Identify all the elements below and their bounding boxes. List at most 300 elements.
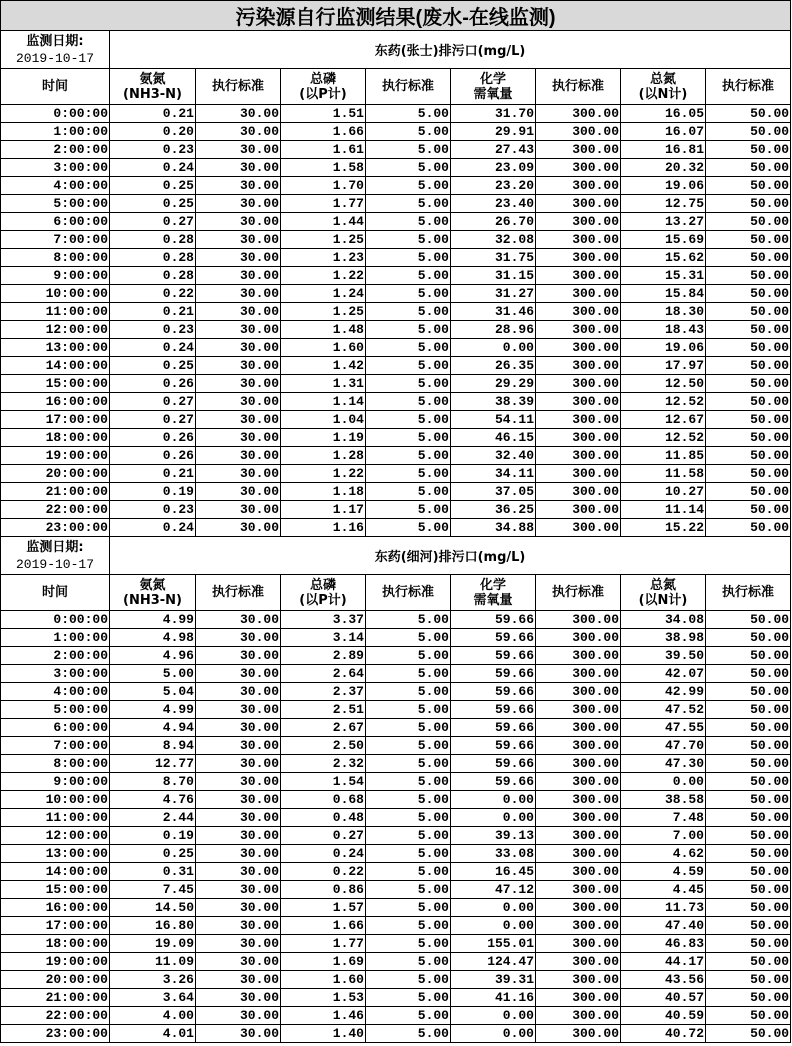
cod-standard: 300.00 (536, 953, 621, 971)
nh3-standard: 30.00 (196, 827, 281, 845)
tn-value: 43.56 (621, 971, 706, 989)
tp-standard: 5.00 (366, 701, 451, 719)
tp-standard: 5.00 (366, 719, 451, 737)
time-cell: 0:00:00 (1, 611, 110, 629)
tp-value: 1.60 (281, 971, 366, 989)
tp-standard: 5.00 (366, 321, 451, 339)
time-cell: 11:00:00 (1, 303, 110, 321)
tp-standard: 5.00 (366, 899, 451, 917)
header-tn-unit: (以N计) (638, 592, 688, 608)
cod-value: 0.00 (451, 339, 536, 357)
tp-value: 1.60 (281, 339, 366, 357)
tn-standard: 50.00 (706, 375, 791, 393)
tn-standard: 50.00 (706, 195, 791, 213)
cod-value: 59.66 (451, 701, 536, 719)
cod-value: 36.25 (451, 501, 536, 519)
tp-standard: 5.00 (366, 683, 451, 701)
tn-value: 12.52 (621, 429, 706, 447)
nh3-value: 16.80 (110, 917, 196, 935)
nh3-value: 14.50 (110, 899, 196, 917)
nh3-standard: 30.00 (196, 989, 281, 1007)
header-standard: 执行标准 (196, 69, 281, 105)
nh3-value: 0.25 (110, 845, 196, 863)
nh3-value: 0.27 (110, 213, 196, 231)
table-row (1, 1025, 791, 1043)
cod-value: 23.40 (451, 195, 536, 213)
tn-standard: 50.00 (706, 755, 791, 773)
cod-standard: 300.00 (536, 899, 621, 917)
tn-value: 0.00 (621, 773, 706, 791)
cod-value: 0.00 (451, 1025, 536, 1043)
cod-value: 59.66 (451, 665, 536, 683)
tn-value: 39.50 (621, 647, 706, 665)
time-cell: 9:00:00 (1, 773, 110, 791)
cod-standard: 300.00 (536, 483, 621, 501)
time-cell: 7:00:00 (1, 737, 110, 755)
nh3-value: 2.44 (110, 809, 196, 827)
header-cod (451, 575, 536, 611)
tn-standard: 50.00 (706, 519, 791, 537)
table-row (1, 375, 791, 393)
tn-standard: 50.00 (706, 411, 791, 429)
nh3-value: 4.94 (110, 719, 196, 737)
tn-standard: 50.00 (706, 483, 791, 501)
nh3-standard: 30.00 (196, 285, 281, 303)
table-row (1, 701, 791, 719)
tp-value: 0.22 (281, 863, 366, 881)
cod-value: 54.11 (451, 411, 536, 429)
tn-standard: 50.00 (706, 719, 791, 737)
tn-value: 44.17 (621, 953, 706, 971)
tn-value: 12.67 (621, 411, 706, 429)
tn-standard: 50.00 (706, 213, 791, 231)
tp-value: 1.42 (281, 357, 366, 375)
page-title: 污染源自行监测结果(废水-在线监测) (1, 1, 791, 31)
cod-standard: 300.00 (536, 303, 621, 321)
table-row (1, 267, 791, 285)
column-header-row (1, 575, 791, 611)
cod-standard: 300.00 (536, 737, 621, 755)
table-row (1, 483, 791, 501)
tn-value: 4.59 (621, 863, 706, 881)
nh3-value: 11.09 (110, 953, 196, 971)
tn-value: 38.58 (621, 791, 706, 809)
nh3-value: 0.25 (110, 195, 196, 213)
nh3-value: 4.96 (110, 647, 196, 665)
tp-standard: 5.00 (366, 123, 451, 141)
tp-value: 1.25 (281, 303, 366, 321)
tp-standard: 5.00 (366, 267, 451, 285)
cod-standard: 300.00 (536, 755, 621, 773)
tp-value: 1.66 (281, 917, 366, 935)
cod-value: 16.45 (451, 863, 536, 881)
cod-value: 39.13 (451, 827, 536, 845)
nh3-standard: 30.00 (196, 141, 281, 159)
tp-value: 3.14 (281, 629, 366, 647)
time-cell: 3:00:00 (1, 159, 110, 177)
table-row (1, 629, 791, 647)
tp-standard: 5.00 (366, 737, 451, 755)
tn-standard: 50.00 (706, 899, 791, 917)
cod-standard: 300.00 (536, 285, 621, 303)
time-cell: 15:00:00 (1, 881, 110, 899)
date-label: 监测日期: (26, 539, 84, 555)
nh3-value: 0.26 (110, 447, 196, 465)
time-cell: 6:00:00 (1, 719, 110, 737)
tn-value: 18.43 (621, 321, 706, 339)
time-cell: 17:00:00 (1, 411, 110, 429)
time-cell: 14:00:00 (1, 863, 110, 881)
header-cod-line2: 需氧量 (473, 86, 513, 102)
outlet-title: 东药(张士)排污口(mg/L) (110, 31, 791, 69)
time-cell: 5:00:00 (1, 195, 110, 213)
tn-value: 15.69 (621, 231, 706, 249)
tn-standard: 50.00 (706, 665, 791, 683)
nh3-standard: 30.00 (196, 339, 281, 357)
table-row (1, 953, 791, 971)
tp-value: 1.46 (281, 1007, 366, 1025)
table-row (1, 989, 791, 1007)
tn-value: 15.22 (621, 519, 706, 537)
tn-standard: 50.00 (706, 285, 791, 303)
cod-value: 59.66 (451, 737, 536, 755)
tp-value: 2.37 (281, 683, 366, 701)
header-cod-line2: 需氧量 (473, 592, 513, 608)
table-row (1, 791, 791, 809)
tp-standard: 5.00 (366, 303, 451, 321)
header-tp-name: 总磷 (309, 71, 336, 87)
tn-value: 34.08 (621, 611, 706, 629)
nh3-standard: 30.00 (196, 935, 281, 953)
tp-value: 1.16 (281, 519, 366, 537)
nh3-standard: 30.00 (196, 773, 281, 791)
header-nh3-unit: (NH3-N) (123, 86, 182, 102)
tp-value: 3.37 (281, 611, 366, 629)
header-nh3 (110, 575, 196, 611)
time-cell: 2:00:00 (1, 141, 110, 159)
nh3-value: 0.23 (110, 321, 196, 339)
table-row (1, 881, 791, 899)
nh3-standard: 30.00 (196, 611, 281, 629)
tp-value: 1.40 (281, 1025, 366, 1043)
table-row (1, 177, 791, 195)
tn-value: 13.27 (621, 213, 706, 231)
cod-standard: 300.00 (536, 701, 621, 719)
time-cell: 22:00:00 (1, 1007, 110, 1025)
cod-value: 47.12 (451, 881, 536, 899)
cod-standard: 300.00 (536, 213, 621, 231)
time-cell: 21:00:00 (1, 989, 110, 1007)
cod-value: 0.00 (451, 809, 536, 827)
time-cell: 8:00:00 (1, 755, 110, 773)
tn-standard: 50.00 (706, 647, 791, 665)
nh3-value: 12.77 (110, 755, 196, 773)
tp-value: 0.27 (281, 827, 366, 845)
header-tn (621, 575, 706, 611)
cod-standard: 300.00 (536, 863, 621, 881)
nh3-value: 19.09 (110, 935, 196, 953)
time-cell: 5:00:00 (1, 701, 110, 719)
tp-value: 0.48 (281, 809, 366, 827)
cod-value: 59.66 (451, 719, 536, 737)
tn-value: 4.62 (621, 845, 706, 863)
tn-value: 10.27 (621, 483, 706, 501)
header-nh3-name: 氨氮 (139, 71, 166, 87)
nh3-standard: 30.00 (196, 737, 281, 755)
time-cell: 7:00:00 (1, 231, 110, 249)
header-tp-unit: (以P计) (299, 592, 347, 608)
cod-value: 33.08 (451, 845, 536, 863)
tp-value: 0.24 (281, 845, 366, 863)
cod-standard: 300.00 (536, 123, 621, 141)
cod-value: 23.20 (451, 177, 536, 195)
date-value: 2019-10-17 (15, 50, 94, 66)
tp-value: 1.58 (281, 159, 366, 177)
tp-standard: 5.00 (366, 827, 451, 845)
tn-value: 4.45 (621, 881, 706, 899)
cod-value: 59.66 (451, 683, 536, 701)
tn-value: 16.81 (621, 141, 706, 159)
time-cell: 1:00:00 (1, 629, 110, 647)
table-row (1, 719, 791, 737)
header-standard: 执行标准 (536, 575, 621, 611)
time-cell: 13:00:00 (1, 339, 110, 357)
table-row (1, 465, 791, 483)
tn-value: 17.97 (621, 357, 706, 375)
tn-value: 11.58 (621, 465, 706, 483)
tn-value: 40.72 (621, 1025, 706, 1043)
time-cell: 6:00:00 (1, 213, 110, 231)
nh3-standard: 30.00 (196, 629, 281, 647)
time-cell: 20:00:00 (1, 465, 110, 483)
tn-standard: 50.00 (706, 141, 791, 159)
section-info-row (1, 537, 791, 575)
tn-standard: 50.00 (706, 737, 791, 755)
tn-value: 12.52 (621, 393, 706, 411)
cod-standard: 300.00 (536, 791, 621, 809)
header-nh3-unit: (NH3-N) (123, 592, 182, 608)
time-cell: 18:00:00 (1, 935, 110, 953)
tn-standard: 50.00 (706, 339, 791, 357)
table-row (1, 303, 791, 321)
cod-standard: 300.00 (536, 501, 621, 519)
header-tn (621, 69, 706, 105)
nh3-value: 0.28 (110, 249, 196, 267)
nh3-value: 0.28 (110, 267, 196, 285)
tn-standard: 50.00 (706, 629, 791, 647)
nh3-value: 0.26 (110, 375, 196, 393)
nh3-standard: 30.00 (196, 1025, 281, 1043)
time-cell: 23:00:00 (1, 1025, 110, 1043)
tn-value: 19.06 (621, 177, 706, 195)
cod-value: 34.88 (451, 519, 536, 537)
nh3-standard: 30.00 (196, 213, 281, 231)
table-row (1, 213, 791, 231)
time-cell: 10:00:00 (1, 285, 110, 303)
tp-standard: 5.00 (366, 845, 451, 863)
tp-standard: 5.00 (366, 105, 451, 123)
header-cod-line1: 化学 (479, 71, 506, 87)
tp-value: 1.28 (281, 447, 366, 465)
cod-standard: 300.00 (536, 411, 621, 429)
tp-value: 1.57 (281, 899, 366, 917)
tp-standard: 5.00 (366, 519, 451, 537)
time-cell: 15:00:00 (1, 375, 110, 393)
header-tp (281, 69, 366, 105)
nh3-standard: 30.00 (196, 683, 281, 701)
tp-standard: 5.00 (366, 971, 451, 989)
cod-value: 46.15 (451, 429, 536, 447)
tp-standard: 5.00 (366, 611, 451, 629)
header-nh3 (110, 69, 196, 105)
cod-value: 59.66 (451, 755, 536, 773)
cod-standard: 300.00 (536, 375, 621, 393)
tn-standard: 50.00 (706, 321, 791, 339)
tn-value: 47.30 (621, 755, 706, 773)
tn-standard: 50.00 (706, 465, 791, 483)
cod-value: 59.66 (451, 647, 536, 665)
tn-standard: 50.00 (706, 611, 791, 629)
cod-standard: 300.00 (536, 465, 621, 483)
tp-value: 1.19 (281, 429, 366, 447)
nh3-standard: 30.00 (196, 447, 281, 465)
table-row (1, 611, 791, 629)
nh3-value: 4.00 (110, 1007, 196, 1025)
table-row (1, 665, 791, 683)
cod-value: 0.00 (451, 1007, 536, 1025)
tp-value: 1.17 (281, 501, 366, 519)
tn-value: 12.75 (621, 195, 706, 213)
tp-standard: 5.00 (366, 429, 451, 447)
table-row (1, 195, 791, 213)
tn-value: 18.30 (621, 303, 706, 321)
nh3-value: 7.45 (110, 881, 196, 899)
table-row (1, 411, 791, 429)
nh3-value: 0.27 (110, 393, 196, 411)
tp-value: 1.18 (281, 483, 366, 501)
cod-standard: 300.00 (536, 339, 621, 357)
tp-value: 1.51 (281, 105, 366, 123)
table-row (1, 447, 791, 465)
nh3-standard: 30.00 (196, 881, 281, 899)
tn-value: 42.07 (621, 665, 706, 683)
nh3-standard: 30.00 (196, 953, 281, 971)
tn-standard: 50.00 (706, 447, 791, 465)
cod-value: 31.27 (451, 285, 536, 303)
cod-standard: 300.00 (536, 519, 621, 537)
tn-standard: 50.00 (706, 809, 791, 827)
nh3-standard: 30.00 (196, 393, 281, 411)
tn-value: 7.48 (621, 809, 706, 827)
nh3-value: 5.00 (110, 665, 196, 683)
time-cell: 13:00:00 (1, 845, 110, 863)
time-cell: 22:00:00 (1, 501, 110, 519)
tp-standard: 5.00 (366, 1025, 451, 1043)
time-cell: 14:00:00 (1, 357, 110, 375)
table-row (1, 1007, 791, 1025)
table-row (1, 899, 791, 917)
cod-standard: 300.00 (536, 249, 621, 267)
header-standard: 执行标准 (196, 575, 281, 611)
cod-standard: 300.00 (536, 1007, 621, 1025)
nh3-value: 0.25 (110, 177, 196, 195)
table-row (1, 321, 791, 339)
cod-standard: 300.00 (536, 393, 621, 411)
nh3-value: 0.28 (110, 231, 196, 249)
tp-standard: 5.00 (366, 195, 451, 213)
tn-value: 19.06 (621, 339, 706, 357)
tn-standard: 50.00 (706, 1007, 791, 1025)
tp-value: 1.04 (281, 411, 366, 429)
nh3-standard: 30.00 (196, 917, 281, 935)
tp-value: 1.25 (281, 231, 366, 249)
tp-value: 0.86 (281, 881, 366, 899)
tn-value: 47.40 (621, 917, 706, 935)
tn-standard: 50.00 (706, 935, 791, 953)
table-row (1, 845, 791, 863)
header-standard: 执行标准 (366, 575, 451, 611)
nh3-value: 0.21 (110, 303, 196, 321)
tp-standard: 5.00 (366, 755, 451, 773)
nh3-standard: 30.00 (196, 845, 281, 863)
tp-value: 1.44 (281, 213, 366, 231)
nh3-standard: 30.00 (196, 1007, 281, 1025)
header-standard: 执行标准 (536, 69, 621, 105)
header-time: 时间 (1, 575, 110, 611)
cod-standard: 300.00 (536, 159, 621, 177)
tn-standard: 50.00 (706, 501, 791, 519)
nh3-standard: 30.00 (196, 357, 281, 375)
tn-value: 40.57 (621, 989, 706, 1007)
nh3-standard: 30.00 (196, 321, 281, 339)
tp-standard: 5.00 (366, 917, 451, 935)
table-row (1, 809, 791, 827)
tn-standard: 50.00 (706, 303, 791, 321)
tn-value: 15.84 (621, 285, 706, 303)
cod-standard: 300.00 (536, 177, 621, 195)
nh3-standard: 30.00 (196, 375, 281, 393)
table-row (1, 683, 791, 701)
table-row (1, 249, 791, 267)
nh3-value: 4.76 (110, 791, 196, 809)
tp-value: 1.66 (281, 123, 366, 141)
nh3-standard: 30.00 (196, 429, 281, 447)
tn-standard: 50.00 (706, 177, 791, 195)
time-cell: 12:00:00 (1, 321, 110, 339)
table-row (1, 123, 791, 141)
nh3-value: 0.19 (110, 483, 196, 501)
tn-value: 11.14 (621, 501, 706, 519)
cod-standard: 300.00 (536, 611, 621, 629)
tp-standard: 5.00 (366, 483, 451, 501)
nh3-value: 4.98 (110, 629, 196, 647)
time-cell: 0:00:00 (1, 105, 110, 123)
nh3-value: 0.25 (110, 357, 196, 375)
time-cell: 9:00:00 (1, 267, 110, 285)
tn-value: 11.85 (621, 447, 706, 465)
tn-standard: 50.00 (706, 881, 791, 899)
table-row (1, 737, 791, 755)
time-cell: 4:00:00 (1, 683, 110, 701)
cod-standard: 300.00 (536, 357, 621, 375)
time-cell: 8:00:00 (1, 249, 110, 267)
cod-standard: 300.00 (536, 809, 621, 827)
table-row (1, 231, 791, 249)
table-row (1, 141, 791, 159)
time-cell: 19:00:00 (1, 447, 110, 465)
nh3-value: 0.24 (110, 339, 196, 357)
tp-value: 2.51 (281, 701, 366, 719)
